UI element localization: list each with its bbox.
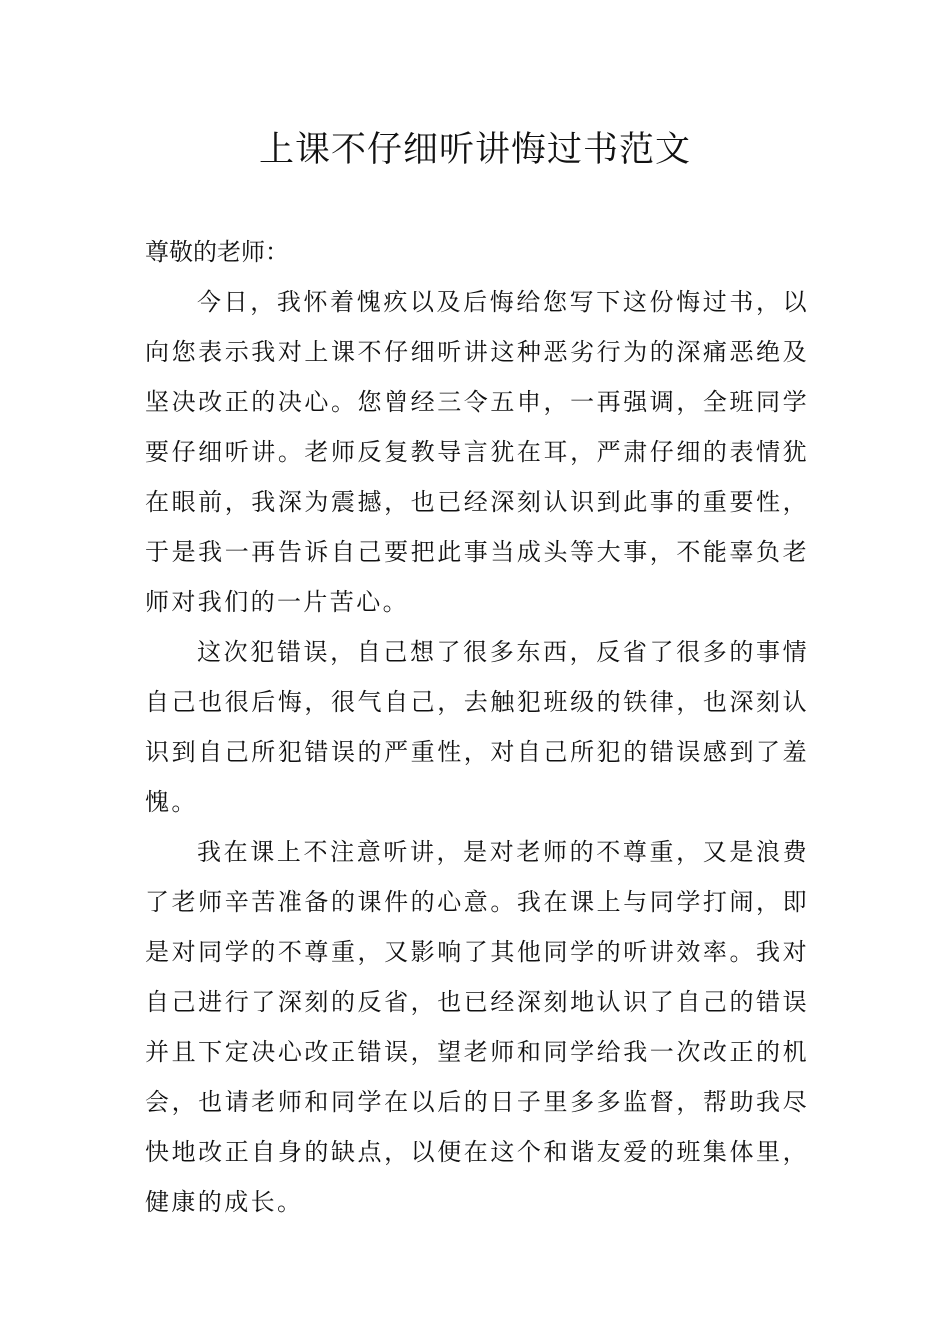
- letter-body: [145, 227, 809, 1227]
- paragraph-2: 这次犯错误，自己想了很多东西，反省了很多的事情自己也很后悔，很气自己，去触犯班级的铁律，也深刻认识到自己所犯错误的严重性，对自己所犯的错误感到了羞愧。: [145, 638, 809, 816]
- document-title: 上课不仔细听讲悔过书范文: [258, 130, 691, 170]
- salutation: 尊敬的老师：: [145, 238, 289, 266]
- paragraph-3: 我在课上不注意听讲，是对老师的不尊重，又是浪费了老师辛苦准备的课件的心意。我在课上与同学打闹，即是对同学的不尊重，又影响了其他同学的听讲效率。我对自己进行了深刻的反省，也已经深刻地认识了自己的错误并且下定决心改正错误，望老师和同学给我一次改正的机会，也请老师和同学在以后的日子里多多监督，帮助我尽快地改正自身的缺点，以便在这个和谐友爱的班集体里，健康的成长。: [145, 838, 809, 1216]
- paragraph-1: 今日，我怀着愧疚以及后悔给您写下这份悔过书，以向您表示我对上课不仔细听讲这种恶劣行为的深痛恶绝及坚决改正的决心。您曾经三令五申，一再强调，全班同学要仔细听讲。老师反复教导言犹在耳，严肃仔细的表情犹在眼前，我深为震撼，也已经深刻认识到此事的重要性，于是我一再告诉自己要把此事当成头等大事，不能辜负老师对我们的一片苦心。: [145, 288, 809, 616]
